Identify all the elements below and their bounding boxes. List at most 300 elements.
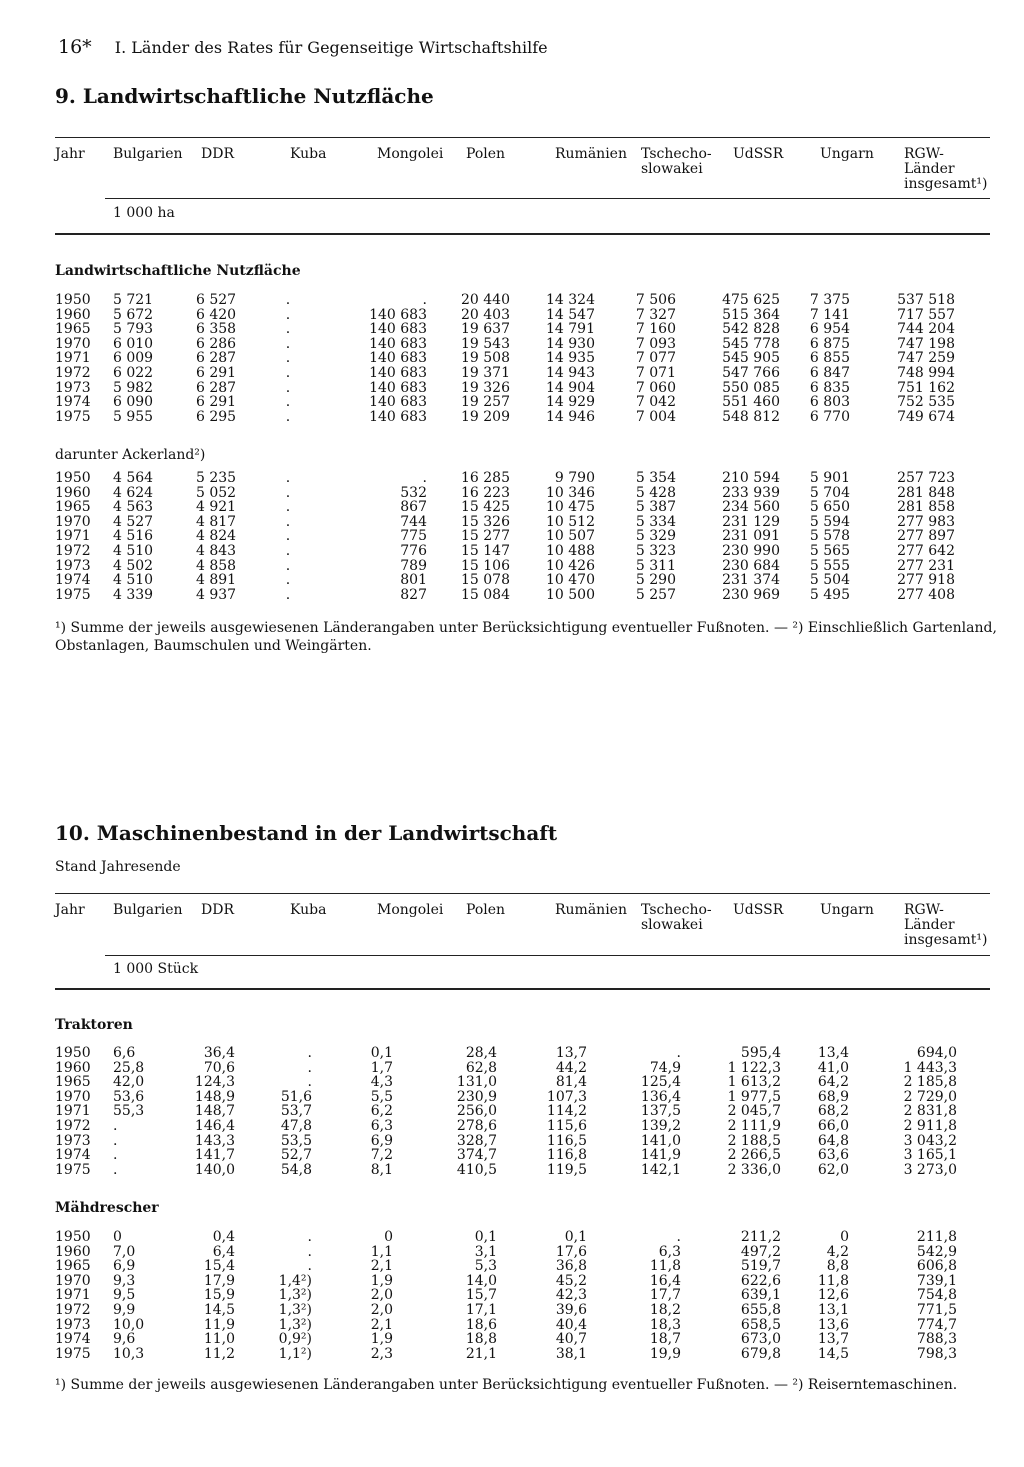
group-title: Mähdrescher <box>55 1200 159 1216</box>
column-header: Mongolei <box>377 146 444 162</box>
table-cell: 4,2 <box>826 1243 849 1260</box>
table-cell: 6 295 <box>196 408 237 425</box>
table-cell: 6 875 <box>809 335 850 352</box>
table-row <box>0 381 1024 396</box>
table-cell: 4 564 <box>113 470 154 486</box>
table-cell: 1960 <box>55 306 91 323</box>
table-cell: 6 009 <box>113 350 154 367</box>
table-cell: 867 <box>400 499 427 516</box>
column-header: Bulgarien <box>113 902 183 918</box>
table-cell: 1 122,3 <box>727 1059 781 1076</box>
table-cell: 45,2 <box>555 1272 587 1289</box>
table-row <box>0 486 1024 501</box>
table-cell: 3 165,1 <box>903 1147 957 1164</box>
table-cell: 2,3 <box>370 1345 393 1362</box>
table-cell: 131,0 <box>456 1074 497 1091</box>
table-cell: 606,8 <box>916 1258 957 1275</box>
table-cell: 2 729,0 <box>903 1088 957 1105</box>
table-cell: 1965 <box>55 1074 91 1091</box>
table-cell: 141,0 <box>640 1132 681 1149</box>
table-cell: 62,8 <box>465 1059 497 1076</box>
table-cell: 4 817 <box>196 513 237 530</box>
table-cell: 6 291 <box>196 394 237 411</box>
table-cell: 256,0 <box>456 1103 497 1120</box>
table-row <box>0 337 1024 352</box>
table-row <box>0 500 1024 515</box>
table-cell: 5 257 <box>635 586 676 603</box>
table-row <box>0 1347 1024 1362</box>
table-cell: 63,6 <box>817 1147 849 1164</box>
table-cell: 545 905 <box>722 350 780 367</box>
table-cell: 14 791 <box>546 321 595 338</box>
table-cell: 64,8 <box>817 1132 849 1149</box>
table-cell: 211,8 <box>916 1229 957 1245</box>
table-cell: 0,1 <box>564 1229 587 1245</box>
table-cell: 6 022 <box>113 365 154 381</box>
table-cell: 622,6 <box>740 1272 781 1289</box>
table-cell: 4 824 <box>196 528 237 545</box>
table-cell: . <box>285 379 291 396</box>
table-cell: 0,1 <box>474 1229 497 1245</box>
column-header: Tschecho- slowakei <box>641 902 712 933</box>
table-cell: 4 843 <box>196 543 237 559</box>
table-cell: . <box>285 350 291 367</box>
table-cell: 7,0 <box>113 1243 136 1260</box>
table-cell: 10,0 <box>113 1316 145 1333</box>
table-cell: 5 982 <box>113 379 154 396</box>
table-cell: 42,3 <box>555 1287 587 1304</box>
column-header: DDR <box>201 902 234 918</box>
table-cell: 1972 <box>55 1118 91 1134</box>
table-cell: 776 <box>400 543 427 559</box>
table-cell: 1,3²) <box>278 1287 312 1304</box>
table-cell: 4 502 <box>113 557 154 574</box>
table-cell: 140 683 <box>369 306 427 323</box>
table-cell: 6 847 <box>809 365 850 381</box>
table-cell: 19,9 <box>649 1345 681 1362</box>
table-cell: 41,0 <box>817 1059 849 1076</box>
table-cell: 278,6 <box>456 1118 497 1134</box>
table-cell: 20 440 <box>461 292 510 308</box>
table-cell: 13,7 <box>555 1045 587 1061</box>
table-cell: 15,4 <box>203 1258 235 1275</box>
table-cell: . <box>285 321 291 338</box>
table-cell: 68,2 <box>817 1103 849 1120</box>
table-cell: . <box>285 572 291 589</box>
table-cell: . <box>307 1059 312 1076</box>
table-cell: 551 460 <box>722 394 780 411</box>
table-cell: 15 277 <box>461 528 510 545</box>
table-cell: 10 488 <box>546 543 595 559</box>
table-cell: . <box>307 1243 312 1260</box>
table-cell: 5 555 <box>809 557 850 574</box>
table-cell: 10 500 <box>546 586 595 603</box>
table-cell: 6 835 <box>809 379 850 396</box>
table-cell: 2 111,9 <box>727 1118 781 1134</box>
table-cell: 1975 <box>55 1345 91 1362</box>
table-cell: 14,5 <box>203 1302 235 1318</box>
table-cell: 1972 <box>55 365 91 381</box>
table-cell: 19 543 <box>461 335 510 352</box>
table-cell: . <box>285 586 291 603</box>
column-header: RGW- Länder insgesamt¹) <box>904 902 988 948</box>
table-cell: 5 354 <box>635 470 676 486</box>
table-cell: 0,1 <box>370 1045 393 1061</box>
table-cell: 18,7 <box>649 1331 681 1348</box>
table-cell: 14 943 <box>546 365 595 381</box>
table-cell: 1973 <box>55 1316 91 1333</box>
table-row <box>0 395 1024 410</box>
table-cell: 6 527 <box>196 292 237 308</box>
table-cell: 774,7 <box>916 1316 957 1333</box>
column-header: Rumänien <box>555 902 627 918</box>
table-cell: 44,2 <box>555 1059 587 1076</box>
table-cell: 1965 <box>55 1258 91 1275</box>
table-cell: 2 188,5 <box>727 1132 781 1149</box>
table-cell: 15 084 <box>461 586 510 603</box>
table-cell: 1 443,3 <box>903 1059 957 1076</box>
table-cell: 116,5 <box>546 1132 587 1149</box>
table-cell: 3,1 <box>474 1243 497 1260</box>
column-header: Tschecho- slowakei <box>641 146 712 177</box>
table-cell: 15 147 <box>461 543 510 559</box>
table-row <box>0 410 1024 425</box>
table-cell: 1972 <box>55 543 91 559</box>
table-cell: 1971 <box>55 1103 91 1120</box>
table-cell: . <box>676 1045 681 1061</box>
table-row <box>0 1259 1024 1274</box>
table-cell: 2 045,7 <box>727 1103 781 1120</box>
table-cell: . <box>285 543 291 559</box>
table-cell: 141,9 <box>640 1147 681 1164</box>
table-cell: 10 346 <box>546 484 595 501</box>
column-header: RGW- Länder insgesamt¹) <box>904 146 988 192</box>
table-cell: 47,8 <box>280 1118 312 1134</box>
table-cell: 15 078 <box>461 572 510 589</box>
table-cell: 2 911,8 <box>903 1118 957 1134</box>
table-cell: . <box>676 1229 681 1245</box>
table-cell: 13,1 <box>817 1302 849 1318</box>
column-header: Polen <box>466 902 506 918</box>
table-cell: 739,1 <box>916 1272 957 1289</box>
table-row <box>0 1075 1024 1090</box>
table-cell: 9,3 <box>113 1272 136 1289</box>
table-cell: 1971 <box>55 528 91 545</box>
table-cell: 5 387 <box>635 499 676 516</box>
table-cell: 7,2 <box>370 1147 393 1164</box>
table-subtitle: Stand Jahresende <box>55 859 181 875</box>
table-cell: 5 650 <box>809 499 850 516</box>
table-cell: 1,9 <box>370 1272 393 1289</box>
table-cell: 3 273,0 <box>903 1161 957 1178</box>
table-row <box>0 366 1024 381</box>
table-cell: 16 223 <box>461 484 510 501</box>
table-cell: 19 209 <box>461 408 510 425</box>
table-cell: 81,4 <box>555 1074 587 1091</box>
table-cell: 234 560 <box>722 499 780 516</box>
table-cell: 148,9 <box>194 1088 235 1105</box>
table-cell: 1974 <box>55 1331 91 1348</box>
column-header: Polen <box>466 146 506 162</box>
table-cell: 11,8 <box>649 1258 681 1275</box>
table-cell: 1973 <box>55 379 91 396</box>
table-cell: 7 004 <box>635 408 676 425</box>
table-cell: 5 721 <box>113 292 154 308</box>
table-row <box>0 559 1024 574</box>
table-cell: 7 141 <box>809 306 850 323</box>
column-header: Bulgarien <box>113 146 183 162</box>
table-cell: 4 510 <box>113 572 154 589</box>
table-cell: 6,9 <box>113 1258 136 1275</box>
table-cell: 16,4 <box>649 1272 681 1289</box>
table-cell: 827 <box>400 586 427 603</box>
table-row <box>0 515 1024 530</box>
table-cell: 1973 <box>55 1132 91 1149</box>
table-cell: 6 358 <box>196 321 237 338</box>
table-cell: . <box>113 1161 118 1178</box>
table-row <box>0 573 1024 588</box>
table-cell: 7 071 <box>635 365 676 381</box>
table-cell: 148,7 <box>194 1103 235 1120</box>
table-cell: 74,9 <box>649 1059 681 1076</box>
table-cell: 655,8 <box>740 1302 781 1318</box>
table-row <box>0 1119 1024 1134</box>
table-cell: 410,5 <box>456 1161 497 1178</box>
table-cell: 7 093 <box>635 335 676 352</box>
table-cell: 6 855 <box>809 350 850 367</box>
table-cell: 6,6 <box>113 1045 136 1061</box>
table-cell: 1971 <box>55 1287 91 1304</box>
table-cell: 277 983 <box>897 513 955 530</box>
table-cell: . <box>422 292 427 308</box>
table-cell: 548 812 <box>722 408 780 425</box>
table-cell: . <box>307 1229 312 1245</box>
table-cell: 497,2 <box>740 1243 781 1260</box>
table-cell: 230 684 <box>722 557 780 574</box>
table-cell: 140,0 <box>194 1161 235 1178</box>
table-cell: 1973 <box>55 557 91 574</box>
table-cell: 21,1 <box>465 1345 497 1362</box>
table-cell: 140 683 <box>369 394 427 411</box>
table-cell: 9,6 <box>113 1331 136 1348</box>
table-cell: 4 563 <box>113 499 154 516</box>
table-row <box>0 471 1024 486</box>
table-cell: 374,7 <box>456 1147 497 1164</box>
table-cell: 281 858 <box>897 499 955 516</box>
table-cell: 1,3²) <box>278 1302 312 1318</box>
table-cell: 211,2 <box>740 1229 781 1245</box>
column-header: UdSSR <box>733 902 784 918</box>
table-cell: 744 204 <box>897 321 955 338</box>
table-cell: 140 683 <box>369 321 427 338</box>
table-cell: 6 420 <box>196 306 237 323</box>
table-cell: 277 897 <box>897 528 955 545</box>
table-cell: 550 085 <box>722 379 780 396</box>
table-cell: . <box>422 470 427 486</box>
table-cell: 3 043,2 <box>903 1132 957 1149</box>
table-cell: 6,2 <box>370 1103 393 1120</box>
table-row <box>0 1061 1024 1076</box>
header-top-rule <box>55 137 990 138</box>
table-cell: 744 <box>400 513 427 530</box>
table-cell: 5 793 <box>113 321 154 338</box>
table-cell: 230 990 <box>722 543 780 559</box>
table-cell: 51,6 <box>280 1088 312 1105</box>
table-cell: 20 403 <box>461 306 510 323</box>
table-cell: . <box>285 306 291 323</box>
table-cell: 9 790 <box>554 470 595 486</box>
table-cell: 70,6 <box>203 1059 235 1076</box>
table-cell: 1974 <box>55 572 91 589</box>
page-number: 16* <box>58 36 92 58</box>
table-cell: 475 625 <box>722 292 780 308</box>
table-cell: 55,3 <box>113 1103 145 1120</box>
table-cell: 658,5 <box>740 1316 781 1333</box>
table-cell: 52,7 <box>280 1147 312 1164</box>
table-cell: 1,7 <box>370 1059 393 1076</box>
header-bottom-rule <box>55 988 990 990</box>
column-header: Kuba <box>290 902 327 918</box>
table-cell: . <box>307 1258 312 1275</box>
table-cell: 1972 <box>55 1302 91 1318</box>
table-title: 9. Landwirtschaftliche Nutzfläche <box>55 84 434 108</box>
table-cell: 1,4²) <box>278 1272 312 1289</box>
table-cell: 140 683 <box>369 408 427 425</box>
table-cell: 1,1 <box>370 1243 393 1260</box>
header-top-rule <box>55 893 990 894</box>
table-cell: 230,9 <box>456 1088 497 1105</box>
table-cell: 115,6 <box>546 1118 587 1134</box>
table-cell: . <box>285 408 291 425</box>
table-cell: 18,2 <box>649 1302 681 1318</box>
table-row <box>0 1148 1024 1163</box>
table-cell: 519,7 <box>740 1258 781 1275</box>
table-cell: 8,1 <box>370 1161 393 1178</box>
column-header: DDR <box>201 146 234 162</box>
table-cell: 5 672 <box>113 306 154 323</box>
table-title: 10. Maschinenbestand in der Landwirtschaft <box>55 821 558 845</box>
table-cell: 2 336,0 <box>727 1161 781 1178</box>
table-cell: 10 426 <box>546 557 595 574</box>
table-cell: 18,3 <box>649 1316 681 1333</box>
table-cell: 747 259 <box>897 350 955 367</box>
table-cell: 14 904 <box>546 379 595 396</box>
table-row <box>0 351 1024 366</box>
table-cell: 13,7 <box>817 1331 849 1348</box>
table-cell: 66,0 <box>817 1118 849 1134</box>
table-cell: 7 327 <box>635 306 676 323</box>
table-cell: 53,7 <box>280 1103 312 1120</box>
table-cell: 4 858 <box>196 557 237 574</box>
table-cell: 748 994 <box>897 365 955 381</box>
table-cell: 15 326 <box>461 513 510 530</box>
table-cell: 12,6 <box>817 1287 849 1304</box>
header-bottom-rule <box>55 233 990 235</box>
table-cell: 6 803 <box>809 394 850 411</box>
table-cell: . <box>285 335 291 352</box>
table-cell: . <box>113 1118 118 1134</box>
table-cell: 7 375 <box>809 292 850 308</box>
table-row <box>0 1230 1024 1245</box>
table-cell: 1950 <box>55 470 91 486</box>
table-cell: 18,6 <box>465 1316 497 1333</box>
table-cell: 4 516 <box>113 528 154 545</box>
table-cell: . <box>285 528 291 545</box>
table-cell: 1970 <box>55 513 91 530</box>
table-cell: 6 287 <box>196 350 237 367</box>
table-cell: 5 565 <box>809 543 850 559</box>
table-cell: 141,7 <box>194 1147 235 1164</box>
table-cell: 9,5 <box>113 1287 136 1304</box>
table-cell: 5 901 <box>809 470 850 486</box>
table-cell: . <box>285 484 291 501</box>
table-cell: 143,3 <box>194 1132 235 1149</box>
table-cell: 231 091 <box>722 528 780 545</box>
table-cell: 1960 <box>55 1243 91 1260</box>
column-header: Ungarn <box>820 902 874 918</box>
table-cell: 775 <box>400 528 427 545</box>
table-cell: 4 891 <box>196 572 237 589</box>
table-cell: 140 683 <box>369 335 427 352</box>
table-cell: 5 578 <box>809 528 850 545</box>
table-cell: 4 339 <box>113 586 154 603</box>
table-cell: 15,9 <box>203 1287 235 1304</box>
table-cell: 1 613,2 <box>727 1074 781 1091</box>
table-cell: . <box>307 1045 312 1061</box>
table-cell: 14 935 <box>546 350 595 367</box>
table-cell: 7 160 <box>635 321 676 338</box>
table-cell: 7 506 <box>635 292 676 308</box>
table-cell: 6 010 <box>113 335 154 352</box>
table-cell: 68,9 <box>817 1088 849 1105</box>
table-cell: 5 329 <box>635 528 676 545</box>
table-cell: 281 848 <box>897 484 955 501</box>
table-cell: 15,7 <box>465 1287 497 1304</box>
table-cell: 14 930 <box>546 335 595 352</box>
table-cell: 1960 <box>55 484 91 501</box>
table-row <box>0 1104 1024 1119</box>
table-cell: 7 042 <box>635 394 676 411</box>
table-cell: 19 326 <box>461 379 510 396</box>
table-cell: 717 557 <box>897 306 955 323</box>
table-row <box>0 1303 1024 1318</box>
table-cell: 771,5 <box>916 1302 957 1318</box>
table-cell: 639,1 <box>740 1287 781 1304</box>
table-cell: 747 198 <box>897 335 955 352</box>
table-cell: 16 285 <box>461 470 510 486</box>
table-cell: 6,9 <box>370 1132 393 1149</box>
table-cell: 1960 <box>55 1059 91 1076</box>
table-cell: 2,0 <box>370 1287 393 1304</box>
table-cell: 137,5 <box>640 1103 681 1120</box>
table-cell: 15 106 <box>461 557 510 574</box>
column-header: Ungarn <box>820 146 874 162</box>
table-cell: 1950 <box>55 1229 91 1245</box>
group-title: Traktoren <box>55 1017 133 1033</box>
table-cell: 8,8 <box>826 1258 849 1275</box>
table-cell: 2,0 <box>370 1302 393 1318</box>
table-cell: 1965 <box>55 321 91 338</box>
table-cell: . <box>285 513 291 530</box>
table-cell: 5,5 <box>370 1088 393 1105</box>
table-cell: 124,3 <box>194 1074 235 1091</box>
table-cell: 17,6 <box>555 1243 587 1260</box>
table-cell: 5 495 <box>809 586 850 603</box>
table-cell: 19 371 <box>461 365 510 381</box>
table-cell: 5 323 <box>635 543 676 559</box>
table-cell: 14,5 <box>817 1345 849 1362</box>
table-cell: 25,8 <box>113 1059 145 1076</box>
